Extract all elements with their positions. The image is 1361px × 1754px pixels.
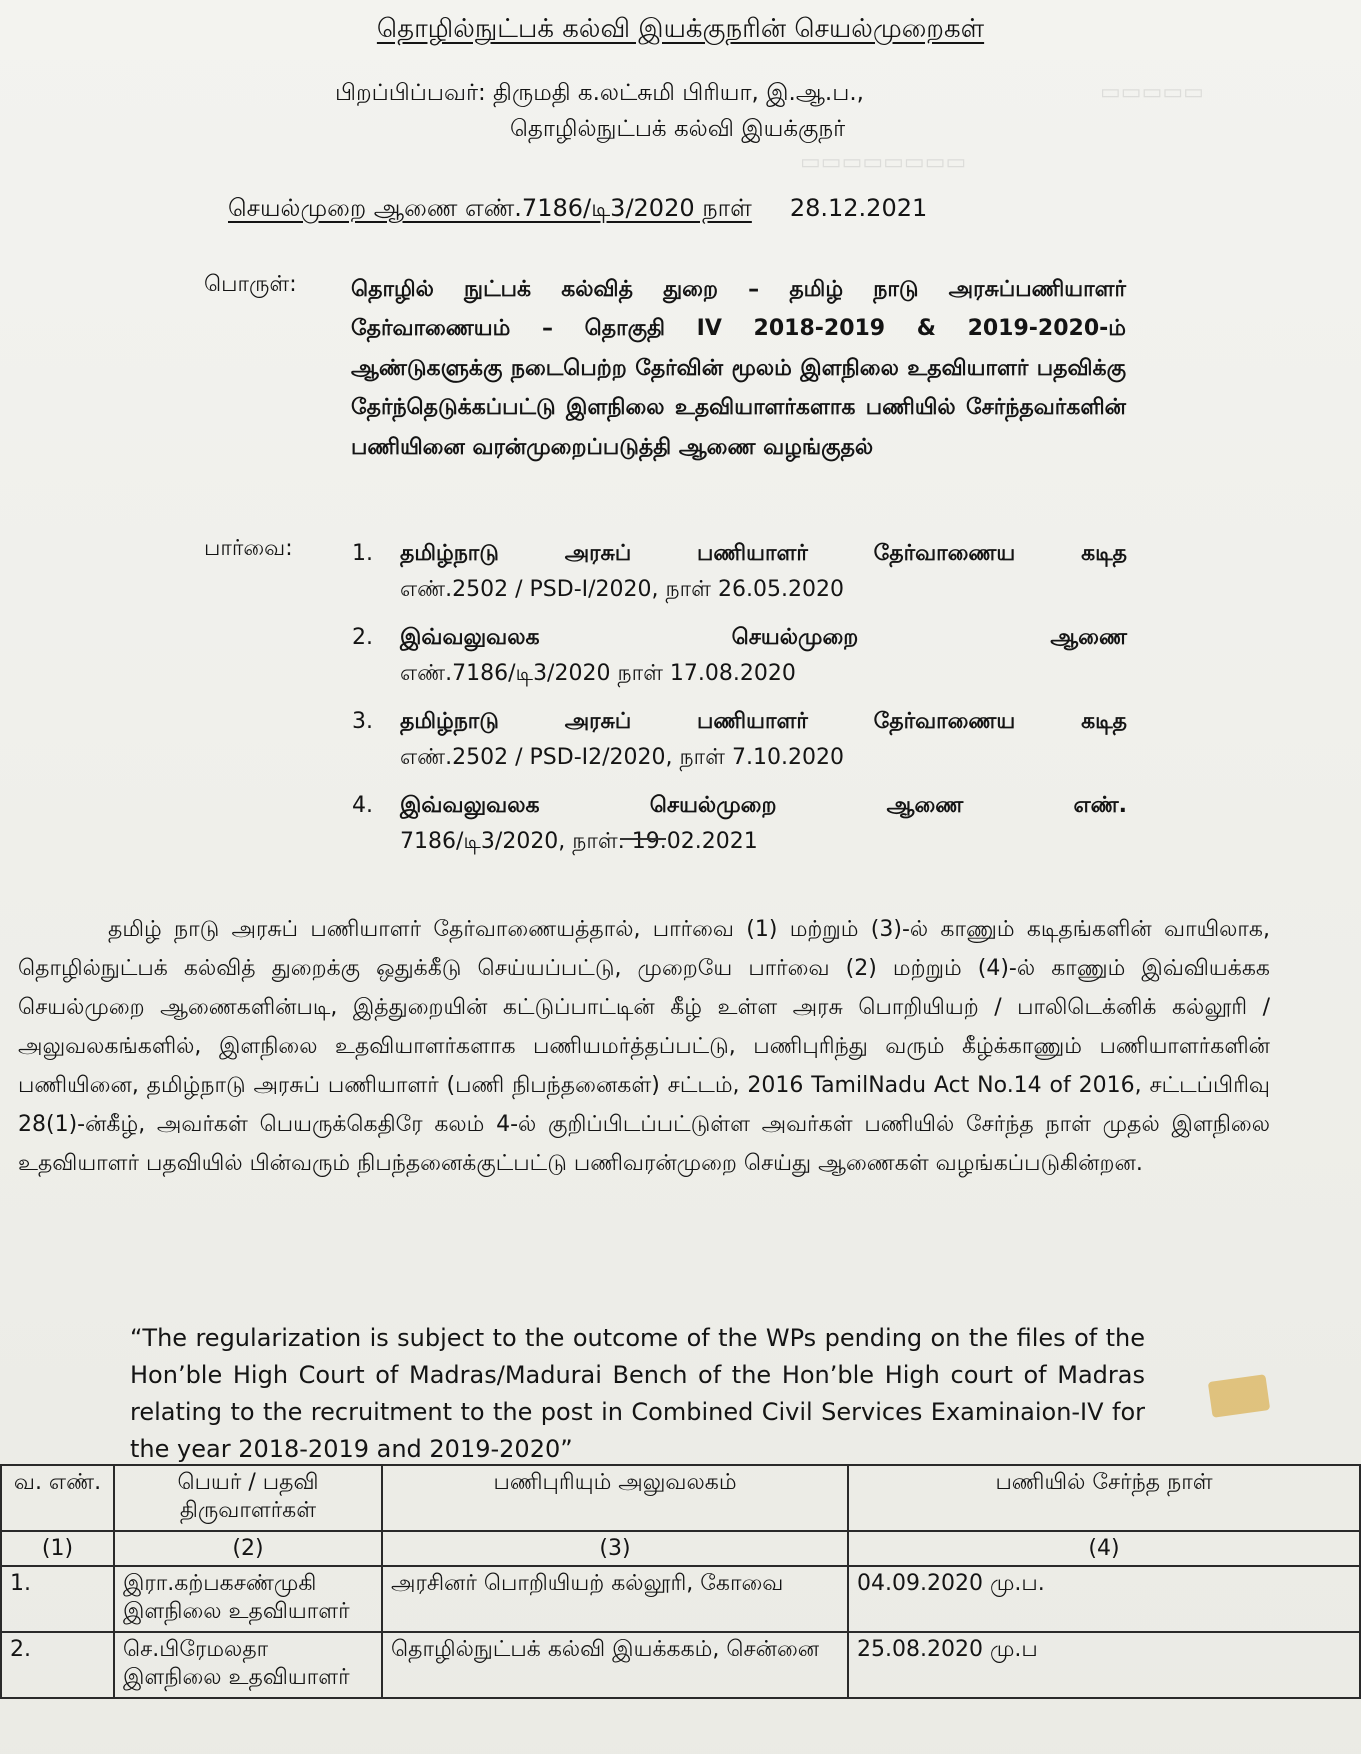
reference-line-1 bbox=[400, 704, 1127, 740]
reference-word: கடித bbox=[1081, 541, 1127, 566]
reference-item bbox=[352, 704, 1127, 776]
reference-word: செயல்முறை bbox=[649, 793, 777, 818]
body-paragraph: தமிழ் நாடு அரசுப் பணியாளர் தேர்வாணையத்தால், பார்வை (1) மற்றும் (3)-ல் காணும் கடிதங்களின் வாயிலாக, தொழில்நுட்பக் கல்வித் துறைக்கு ஒதுக்கீடு செய்யப்பட்டு, முறையே பார்வை (2) மற்றும் (4)-ல் காணும் இவ்வியக்கக செயல்முறை ஆணைகளின்படி, இத்துறையின் கட்டுப்பாட்டின் கீழ் உள்ள அரசு பொறியியற் / பாலிடெக்னிக் கல்லூரி / அலுவலகங்களில், இளநிலை உதவியாளர்களாக பணியமர்த்தப்பட்டு, பணிபுரிந்து வரும் கீழ்க்காணும் பணியாளர்களின் பணியினை, தமிழ்நாடு அரசுப் பணியாளர் (பணி நிபந்தனைகள்) சட்டம், 2016 TamilNadu Act No.14 of 2016, சட்டப்பிரிவு 28(1)-ன்கீழ், அவர்கள் பெயருக்கெதிரே கலம் 4-ல் குறிப்பிடப்பட்டுள்ள அவர்கள் பணியில் சேர்ந்த நாள் முதல் இளநிலை உதவியாளர் பதவியில் பின்வரும் நிபந்தனைக்குட்பட்டு பணிவரன்முறை செய்து ஆணைகள் வழங்கப்படுகின்றன. bbox=[18, 917, 1270, 1176]
staff-table bbox=[0, 1464, 1361, 1699]
reference-number: 1. bbox=[352, 541, 373, 566]
reference-line-2: 7186/டி3/2020, நாள். 19.02.2021 bbox=[400, 829, 758, 854]
reference-word: இவ்வலுவலக bbox=[400, 625, 540, 650]
subject-label: பொருள்: bbox=[204, 272, 297, 297]
employee-name: இரா.கற்பகசண்முகி bbox=[123, 1571, 317, 1596]
separator-line bbox=[620, 838, 666, 840]
reference-number: 2. bbox=[352, 625, 373, 650]
reference-word: தேர்வாணைய bbox=[873, 541, 1016, 566]
reference-word: அரசுப் bbox=[564, 541, 632, 566]
reference-line-2: எண்.7186/டி3/2020 நாள் 17.08.2020 bbox=[400, 661, 796, 686]
document-title: தொழில்நுட்பக் கல்வி இயக்குநரின் செயல்முறைகள் bbox=[376, 14, 985, 44]
table-index-row bbox=[1, 1531, 1360, 1566]
reference-word: பணியாளர் bbox=[697, 709, 808, 734]
reference-word: ஆணை bbox=[886, 793, 964, 818]
col-index: (2) bbox=[114, 1531, 382, 1566]
table-row bbox=[1, 1566, 1360, 1632]
row-sno: 2. bbox=[1, 1632, 114, 1698]
order-reference bbox=[228, 194, 927, 225]
reference-word: இவ்வலுவலக bbox=[400, 793, 540, 818]
row-name bbox=[114, 1566, 382, 1632]
table-header-row bbox=[1, 1465, 1360, 1531]
order-number: செயல்முறை ஆணை எண்.7186/டி3/2020 நாள் bbox=[228, 194, 752, 222]
header-office: பணிபுரியும் அலுவலகம் bbox=[382, 1465, 848, 1531]
header-name: பெயர் / பதவி திருவாளர்கள் bbox=[114, 1465, 382, 1531]
issuer-designation: தொழில்நுட்பக் கல்வி இயக்குநர் bbox=[510, 116, 846, 142]
subject-text: தொழில் நுட்பக் கல்வித் துறை – தமிழ் நாடு அரசுப்பணியாளர் தேர்வாணையம் – தொகுதி IV 2018-2019 & 2019-2020-ம் ஆண்டுகளுக்கு நடைபெற்ற தேர்வின் மூலம் இளநிலை உதவியாளர் பதவிக்கு தேர்ந்தெடுக்கப்பட்டு இளநிலை உதவியாளர்களாக பணியில் சேர்ந்தவர்களின் பணியினை வரன்முறைப்படுத்தி ஆணை வழங்குதல் bbox=[351, 277, 1126, 460]
regularization-condition-quote: “The regularization is subject to the outcome of the WPs pending on the files of the Hon’ble High Court of Madras/Madurai Bench of the Hon’ble High court of Madras relating to the recruitment to the post in Combined Civil Services Examinaion-IV for the year 2018-2019 and 2019-2020” bbox=[130, 1324, 1145, 1463]
row-office: தொழில்நுட்பக் கல்வி இயக்ககம், சென்னை bbox=[382, 1632, 848, 1698]
stamp-mark bbox=[1208, 1374, 1270, 1418]
issuer-line: பிறப்பிப்பவர்: திருமதி க.லட்சுமி பிரியா, இ.ஆ.ப., bbox=[335, 80, 864, 106]
bleed-through-text: ▭▭▭▭▭ bbox=[1100, 80, 1204, 105]
reference-word: எண். bbox=[1073, 793, 1127, 818]
reference-line-1 bbox=[400, 620, 1127, 656]
reference-word: அரசுப் bbox=[564, 709, 632, 734]
row-sno: 1. bbox=[1, 1566, 114, 1632]
reference-word: பணியாளர் bbox=[697, 541, 808, 566]
reference-word: கடித bbox=[1081, 709, 1127, 734]
header-sno: வ. எண். bbox=[1, 1465, 114, 1531]
bleed-through-text: ▭▭▭▭▭▭▭▭ bbox=[800, 150, 967, 175]
reference-number: 3. bbox=[352, 709, 373, 734]
row-office: அரசினர் பொறியியற் கல்லூரி, கோவை bbox=[382, 1566, 848, 1632]
reference-line-2: எண்.2502 / PSD-I/2020, நாள் 26.05.2020 bbox=[400, 577, 844, 602]
reference-word: தமிழ்நாடு bbox=[400, 709, 499, 734]
references-label: பார்வை: bbox=[204, 536, 293, 561]
reference-item bbox=[352, 620, 1127, 692]
reference-word: ஆணை bbox=[1050, 625, 1127, 650]
row-join-date: 25.08.2020 மு.ப bbox=[848, 1632, 1360, 1698]
col-index: (4) bbox=[848, 1531, 1360, 1566]
reference-word: தமிழ்நாடு bbox=[400, 541, 499, 566]
order-date: 28.12.2021 bbox=[789, 194, 928, 222]
row-name bbox=[114, 1632, 382, 1698]
employee-post: இளநிலை உதவியாளர் bbox=[123, 1665, 350, 1690]
employee-name: செ.பிரேமலதா bbox=[123, 1637, 269, 1662]
table-row bbox=[1, 1632, 1360, 1698]
reference-word: செயல்முறை bbox=[731, 625, 859, 650]
col-index: (1) bbox=[1, 1531, 114, 1566]
reference-number: 4. bbox=[352, 793, 373, 818]
reference-line-1 bbox=[400, 788, 1127, 824]
references-list bbox=[352, 536, 1127, 872]
reference-item bbox=[352, 788, 1127, 860]
employee-post: இளநிலை உதவியாளர் bbox=[123, 1599, 350, 1624]
col-index: (3) bbox=[382, 1531, 848, 1566]
header-join-date: பணியில் சேர்ந்த நாள் bbox=[848, 1465, 1360, 1531]
reference-line-2: எண்.2502 / PSD-I2/2020, நாள் 7.10.2020 bbox=[400, 745, 844, 770]
reference-item bbox=[352, 536, 1127, 608]
reference-line-1 bbox=[400, 536, 1127, 572]
reference-word: தேர்வாணைய bbox=[873, 709, 1016, 734]
row-join-date: 04.09.2020 மு.ப. bbox=[848, 1566, 1360, 1632]
